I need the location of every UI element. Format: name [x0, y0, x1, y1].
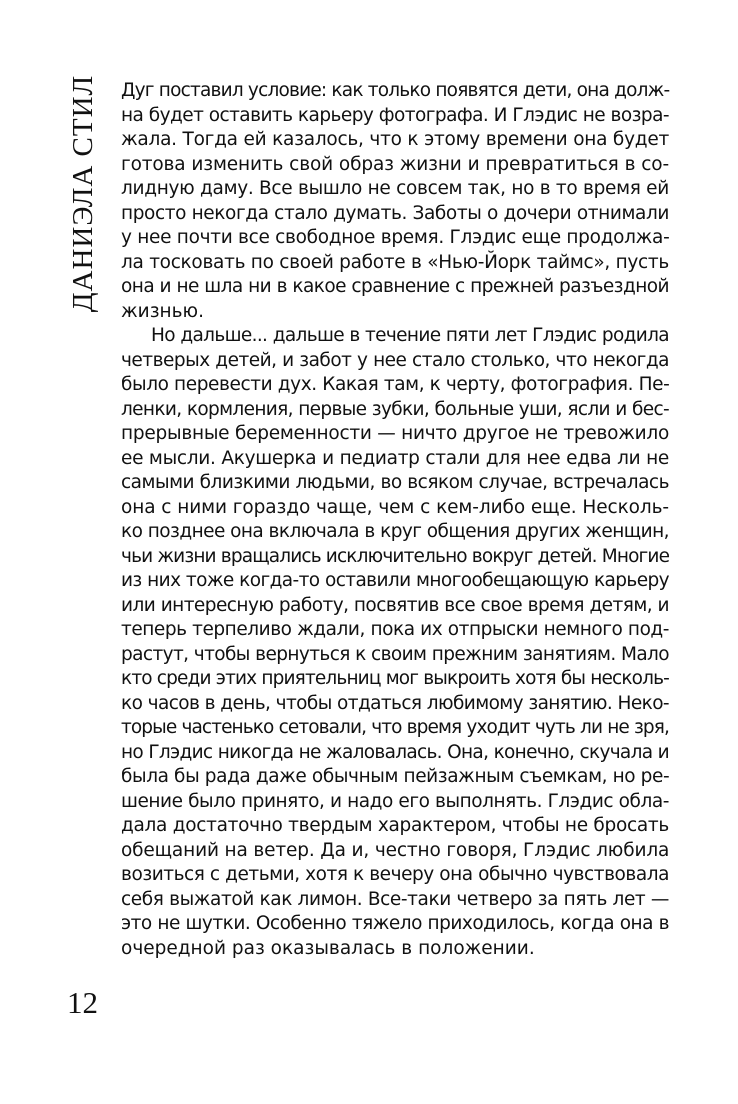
text-line: очередной раз оказывалась в положении.	[121, 937, 535, 959]
text-line: она с ними гораздо чаще, чем с кем-либо еще. Несколь-	[121, 496, 669, 518]
text-line: ко часов в день, чтобы отдаться любимому занятию. Неко-	[121, 692, 669, 714]
text-line: теперь терпеливо ждали, пока их отпрыски немного под-	[121, 619, 669, 640]
running-head	[64, 74, 104, 312]
text-line: Дуг поставил условие: как только появятся дети, она долж-	[121, 80, 670, 101]
text-line: было перевести дух. Какая там, к черту, фотография. Пе-	[121, 374, 670, 395]
text-line: у нее почти все свободное время. Глэдис еще продолжа-	[121, 227, 670, 248]
text-line: ленки, кормления, первые зубки, больные уши, ясли и бес-	[121, 398, 669, 420]
text-line: жизнью.	[121, 300, 204, 322]
text-line: или интересную работу, посвятив все свое время детям, и	[121, 594, 669, 616]
text-line: прерывные беременности — ничто другое не тревожило	[121, 423, 670, 444]
text-line: она и не шла ни в какое сравнение с прежней разъездной	[121, 276, 669, 297]
text-line: ее мысли. Акушерка и педиатр стали для нее едва ли не	[121, 447, 669, 469]
text-line: лидную даму. Все вышло не совсем так, но в то время ей	[121, 178, 669, 199]
text-line: растут, чтобы вернуться к своим прежним занятиям. Мало	[121, 643, 669, 665]
text-line: дала достаточно твердым характером, чтобы не бросать	[121, 815, 669, 836]
text-line: себя выжатой как лимон. Все-таки четверо за пять лет —	[121, 888, 669, 910]
text-line: на будет оставить карьеру фотографа. И Глэдис не возра-	[121, 104, 669, 126]
paragraph	[121, 79, 669, 324]
body-text	[121, 79, 669, 961]
text-line: возиться с детьми, хотя к вечеру она обычно чувствовала	[121, 864, 669, 885]
page-number: 12	[67, 985, 98, 1020]
text-line: чьи жизни вращались исключительно вокруг детей. Многие	[121, 545, 670, 567]
text-line: это не шутки. Особенно тяжело приходилось, когда она в	[121, 913, 669, 934]
text-line: из них тоже когда-то оставили многообещающую карьеру	[121, 570, 669, 591]
text-line: ко позднее она включала в круг общения других женщин,	[121, 521, 669, 542]
text-line: ла тосковать по своей работе в «Нью-Йорк таймс», пусть	[121, 251, 669, 273]
paragraph	[121, 324, 669, 961]
text-line: была бы рада даже обычным пейзажным съемкам, но ре-	[121, 766, 670, 787]
text-line: готова изменить свой образ жизни и превратиться в со-	[121, 153, 669, 175]
text-line: жала. Тогда ей казалось, что к этому времени она будет	[121, 129, 669, 150]
text-line: обещаний на ветер. Да и, честно говоря, Глэдис любила	[121, 839, 670, 861]
text-line: шение было принято, и надо его выполнять. Глэдис обла-	[121, 790, 669, 812]
text-line: но Глэдис никогда не жаловалась. Она, конечно, скучала и	[121, 741, 669, 763]
text-line: просто некогда стало думать. Заботы о дочери отнимали	[121, 202, 669, 224]
running-head-text: ДАНИЭЛА СТИЛ	[67, 74, 100, 312]
text-line: торые частенько сетовали, что время уходит чуть ли не зря,	[121, 717, 669, 738]
text-line: кто среди этих приятельниц мог выкроить хотя бы несколь-	[121, 668, 669, 689]
text-line: четверых детей, и забот у нее стало столько, что некогда	[121, 349, 669, 371]
text-line: самыми близкими людьми, во всяком случае, встречалась	[121, 472, 669, 493]
text-line: Но дальше... дальше в течение пяти лет Глэдис родила	[151, 325, 669, 346]
